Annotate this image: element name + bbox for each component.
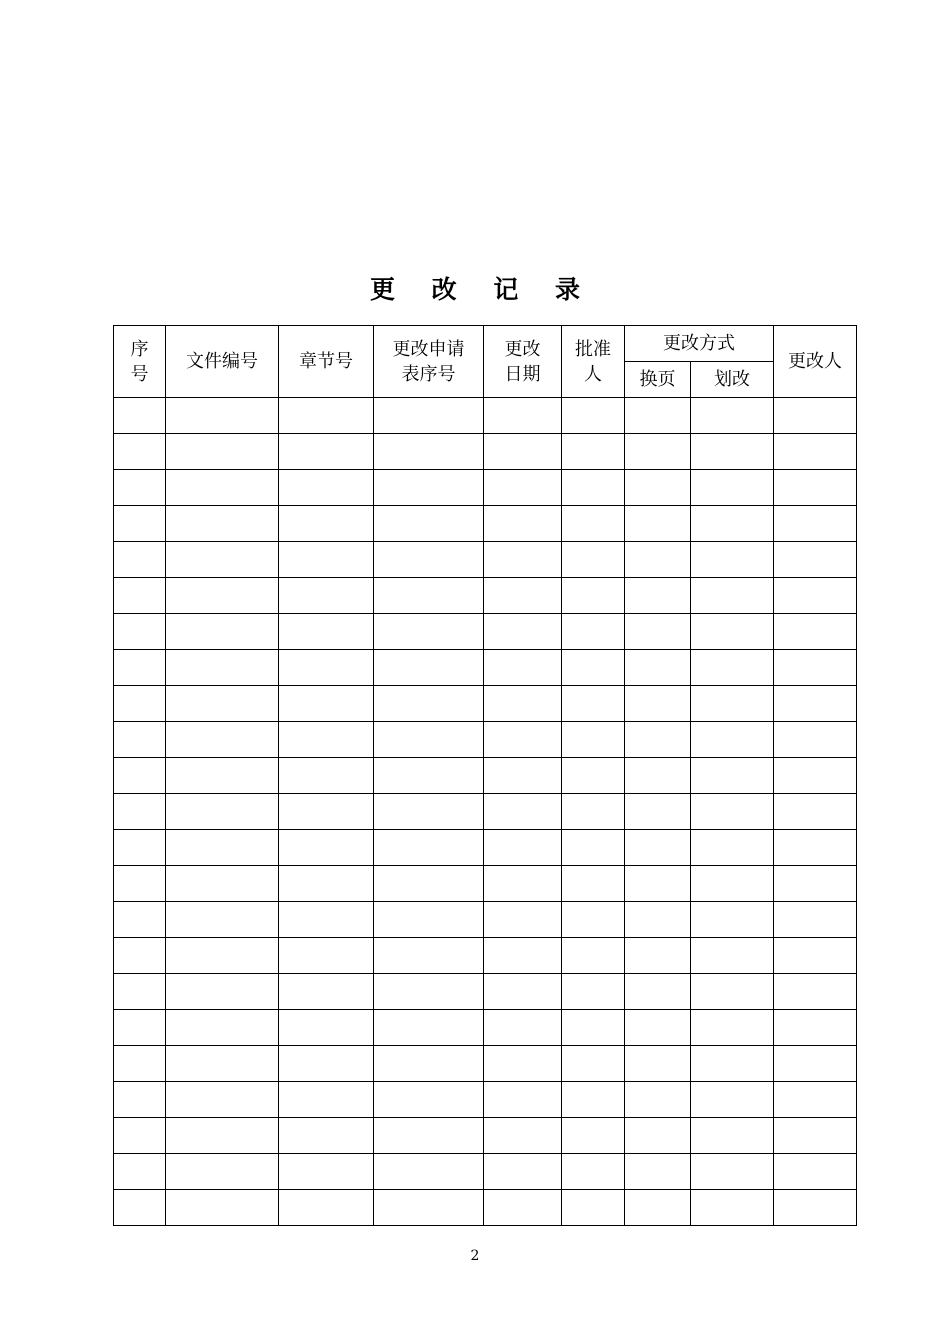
table-cell[interactable] [374, 830, 484, 866]
table-cell[interactable] [374, 542, 484, 578]
table-cell[interactable] [374, 758, 484, 794]
table-cell[interactable] [166, 866, 279, 902]
table-cell[interactable] [114, 722, 166, 758]
table-cell[interactable] [562, 614, 625, 650]
table-cell[interactable] [562, 866, 625, 902]
table-cell[interactable] [279, 758, 374, 794]
table-row [114, 830, 857, 866]
table-cell[interactable] [374, 686, 484, 722]
table-row [114, 902, 857, 938]
table-cell[interactable] [166, 974, 279, 1010]
table-cell[interactable] [114, 434, 166, 470]
table-cell[interactable] [625, 866, 691, 902]
table-cell[interactable] [562, 974, 625, 1010]
table-cell[interactable] [166, 1154, 279, 1190]
table-cell[interactable] [774, 938, 857, 974]
table-cell[interactable] [691, 1118, 774, 1154]
table-cell[interactable] [114, 578, 166, 614]
table-row [114, 866, 857, 902]
table-cell[interactable] [691, 1082, 774, 1118]
header-method-replace: 换页 [625, 362, 691, 398]
table-cell[interactable] [114, 1118, 166, 1154]
table-cell[interactable] [562, 470, 625, 506]
table-cell[interactable] [774, 794, 857, 830]
table-row [114, 722, 857, 758]
table-row [114, 686, 857, 722]
table-cell[interactable] [166, 1046, 279, 1082]
table-cell[interactable] [774, 866, 857, 902]
table-cell[interactable] [374, 506, 484, 542]
table-cell[interactable] [562, 1082, 625, 1118]
table-cell[interactable] [166, 902, 279, 938]
table-row [114, 1118, 857, 1154]
table-cell[interactable] [279, 1082, 374, 1118]
table-cell[interactable] [774, 722, 857, 758]
table-row [114, 1010, 857, 1046]
table-cell[interactable] [166, 938, 279, 974]
change-record-table [113, 325, 857, 1226]
table-cell[interactable] [774, 1190, 857, 1226]
table-cell[interactable] [374, 1046, 484, 1082]
table-cell[interactable] [691, 470, 774, 506]
table-cell[interactable] [562, 830, 625, 866]
table-cell[interactable] [484, 578, 562, 614]
table-cell[interactable] [625, 1154, 691, 1190]
table-cell[interactable] [691, 398, 774, 434]
table-cell[interactable] [484, 1190, 562, 1226]
table-cell[interactable] [625, 794, 691, 830]
table-row [114, 578, 857, 614]
table-cell[interactable] [114, 614, 166, 650]
table-cell[interactable] [774, 1118, 857, 1154]
table-cell[interactable] [562, 1118, 625, 1154]
table-cell[interactable] [114, 938, 166, 974]
table-cell[interactable] [114, 470, 166, 506]
table-cell[interactable] [625, 1046, 691, 1082]
table-cell[interactable] [114, 902, 166, 938]
table-row [114, 434, 857, 470]
table-cell[interactable] [774, 650, 857, 686]
table-cell[interactable] [691, 902, 774, 938]
table-cell[interactable] [279, 1190, 374, 1226]
table-cell[interactable] [774, 1046, 857, 1082]
table-row [114, 1046, 857, 1082]
table-cell[interactable] [774, 1010, 857, 1046]
table-cell[interactable] [774, 902, 857, 938]
table-cell[interactable] [484, 470, 562, 506]
table-cell[interactable] [774, 830, 857, 866]
table-cell[interactable] [625, 434, 691, 470]
table-cell[interactable] [691, 578, 774, 614]
header-request-no: 更改申请 表序号 [374, 326, 484, 398]
table-cell[interactable] [691, 1046, 774, 1082]
table-row [114, 398, 857, 434]
table-cell[interactable] [484, 1154, 562, 1190]
table-cell[interactable] [691, 830, 774, 866]
table-cell[interactable] [279, 1046, 374, 1082]
table-cell[interactable] [166, 1082, 279, 1118]
table-cell[interactable] [279, 1010, 374, 1046]
table-cell[interactable] [114, 1154, 166, 1190]
table-cell[interactable] [691, 614, 774, 650]
table-cell[interactable] [374, 866, 484, 902]
table-cell[interactable] [484, 758, 562, 794]
table-cell[interactable] [484, 794, 562, 830]
table-cell[interactable] [166, 398, 279, 434]
table-cell[interactable] [625, 938, 691, 974]
table-cell[interactable] [562, 902, 625, 938]
table-cell[interactable] [562, 938, 625, 974]
table-cell[interactable] [691, 1190, 774, 1226]
table-cell[interactable] [279, 794, 374, 830]
table-cell[interactable] [774, 398, 857, 434]
table-cell[interactable] [691, 722, 774, 758]
table-cell[interactable] [774, 434, 857, 470]
table-cell[interactable] [279, 542, 374, 578]
table-cell[interactable] [484, 938, 562, 974]
table-cell[interactable] [114, 758, 166, 794]
table-cell[interactable] [166, 434, 279, 470]
table-cell[interactable] [625, 686, 691, 722]
table-body [114, 398, 857, 1226]
table-cell[interactable] [774, 470, 857, 506]
table-cell[interactable] [114, 1082, 166, 1118]
table-cell[interactable] [625, 902, 691, 938]
table-cell[interactable] [484, 902, 562, 938]
table-cell[interactable] [774, 578, 857, 614]
table-cell[interactable] [774, 758, 857, 794]
table-cell[interactable] [374, 938, 484, 974]
table-cell[interactable] [374, 1154, 484, 1190]
table-cell[interactable] [562, 1190, 625, 1226]
table-cell[interactable] [374, 1010, 484, 1046]
table-cell[interactable] [562, 758, 625, 794]
table-cell[interactable] [279, 650, 374, 686]
table-cell[interactable] [114, 1190, 166, 1226]
table-cell[interactable] [562, 794, 625, 830]
table-cell[interactable] [484, 686, 562, 722]
header-method: 更改方式 [625, 326, 774, 362]
table-cell[interactable] [166, 542, 279, 578]
table-cell[interactable] [114, 686, 166, 722]
table-cell[interactable] [374, 578, 484, 614]
table-row [114, 470, 857, 506]
table-cell[interactable] [625, 614, 691, 650]
table-cell[interactable] [166, 614, 279, 650]
table-cell[interactable] [279, 1118, 374, 1154]
table-cell[interactable] [374, 1118, 484, 1154]
table-cell[interactable] [562, 1046, 625, 1082]
table-cell[interactable] [625, 758, 691, 794]
table-cell[interactable] [374, 974, 484, 1010]
table-cell[interactable] [114, 650, 166, 686]
table-cell[interactable] [625, 1082, 691, 1118]
table-cell[interactable] [562, 542, 625, 578]
table-cell[interactable] [166, 470, 279, 506]
table-cell[interactable] [774, 506, 857, 542]
table-row [114, 542, 857, 578]
table-cell[interactable] [114, 506, 166, 542]
table-cell[interactable] [484, 1082, 562, 1118]
table-cell[interactable] [625, 1190, 691, 1226]
table-cell[interactable] [562, 398, 625, 434]
table-cell[interactable] [625, 578, 691, 614]
table-cell[interactable] [374, 434, 484, 470]
table-cell[interactable] [374, 722, 484, 758]
table-cell[interactable] [484, 398, 562, 434]
table-cell[interactable] [374, 794, 484, 830]
table-cell[interactable] [625, 470, 691, 506]
table-cell[interactable] [562, 1154, 625, 1190]
table-cell[interactable] [114, 794, 166, 830]
table-cell[interactable] [279, 686, 374, 722]
table-cell[interactable] [279, 866, 374, 902]
table-cell[interactable] [625, 830, 691, 866]
table-cell[interactable] [484, 722, 562, 758]
table-cell[interactable] [562, 1010, 625, 1046]
table-cell[interactable] [691, 650, 774, 686]
table-cell[interactable] [774, 686, 857, 722]
table-cell[interactable] [484, 542, 562, 578]
table-cell[interactable] [374, 1190, 484, 1226]
table-cell[interactable] [625, 1118, 691, 1154]
table-cell[interactable] [484, 434, 562, 470]
table-cell[interactable] [691, 758, 774, 794]
header-modifier: 更改人 [774, 326, 857, 398]
table-cell[interactable] [166, 650, 279, 686]
table-cell[interactable] [691, 1154, 774, 1190]
table-cell[interactable] [279, 614, 374, 650]
table-cell[interactable] [166, 1190, 279, 1226]
table-cell[interactable] [374, 650, 484, 686]
table-cell[interactable] [484, 506, 562, 542]
table-cell[interactable] [279, 506, 374, 542]
table-cell[interactable] [114, 866, 166, 902]
table-cell[interactable] [484, 830, 562, 866]
table-cell[interactable] [691, 542, 774, 578]
table-cell[interactable] [279, 398, 374, 434]
table-row [114, 506, 857, 542]
table-cell[interactable] [114, 830, 166, 866]
table-cell[interactable] [774, 974, 857, 1010]
table-cell[interactable] [374, 614, 484, 650]
table-cell[interactable] [279, 1154, 374, 1190]
table-cell[interactable] [484, 1046, 562, 1082]
header-approver: 批准 人 [562, 326, 625, 398]
table-cell[interactable] [166, 830, 279, 866]
table-cell[interactable] [374, 902, 484, 938]
table-cell[interactable] [166, 794, 279, 830]
table-cell[interactable] [114, 542, 166, 578]
table-cell[interactable] [562, 650, 625, 686]
table-cell[interactable] [279, 434, 374, 470]
table-cell[interactable] [625, 1010, 691, 1046]
table-cell[interactable] [774, 1154, 857, 1190]
table-cell[interactable] [691, 794, 774, 830]
header-method-strike: 划改 [691, 362, 774, 398]
page-title: 更 改 记 录 [369, 275, 595, 304]
table-cell[interactable] [279, 902, 374, 938]
table-cell[interactable] [166, 506, 279, 542]
table-cell[interactable] [279, 830, 374, 866]
table-cell[interactable] [691, 974, 774, 1010]
table-cell[interactable] [166, 758, 279, 794]
table-cell[interactable] [562, 578, 625, 614]
table-cell[interactable] [774, 542, 857, 578]
table-cell[interactable] [625, 542, 691, 578]
table-cell[interactable] [562, 722, 625, 758]
table-cell[interactable] [562, 506, 625, 542]
page-number: 2 [470, 1248, 480, 1264]
table-cell[interactable] [691, 1010, 774, 1046]
header-seq: 序 号 [114, 326, 166, 398]
table-cell[interactable] [114, 1046, 166, 1082]
table-cell[interactable] [279, 578, 374, 614]
table-cell[interactable] [166, 1010, 279, 1046]
table-cell[interactable] [279, 722, 374, 758]
header-chapter: 章节号 [279, 326, 374, 398]
table-cell[interactable] [166, 1118, 279, 1154]
table-cell[interactable] [484, 1118, 562, 1154]
table-row [114, 1154, 857, 1190]
table-cell[interactable] [484, 614, 562, 650]
table-cell[interactable] [691, 506, 774, 542]
header-change-date: 更改 日期 [484, 326, 562, 398]
table-cell[interactable] [691, 434, 774, 470]
table-cell[interactable] [114, 974, 166, 1010]
table-cell[interactable] [774, 1082, 857, 1118]
table-cell[interactable] [484, 974, 562, 1010]
table-cell[interactable] [166, 722, 279, 758]
table-cell[interactable] [691, 866, 774, 902]
table-cell[interactable] [691, 686, 774, 722]
table-row [114, 1082, 857, 1118]
table-cell[interactable] [484, 1010, 562, 1046]
table-cell[interactable] [374, 398, 484, 434]
table-cell[interactable] [114, 398, 166, 434]
table-cell[interactable] [279, 470, 374, 506]
table-cell[interactable] [166, 686, 279, 722]
table-row [114, 614, 857, 650]
table-cell[interactable] [625, 506, 691, 542]
table-cell[interactable] [691, 938, 774, 974]
table-cell[interactable] [625, 650, 691, 686]
table-cell[interactable] [279, 938, 374, 974]
table-row [114, 794, 857, 830]
table-row [114, 974, 857, 1010]
table-cell[interactable] [625, 974, 691, 1010]
header-doc-no: 文件编号 [166, 326, 279, 398]
table-cell[interactable] [279, 974, 374, 1010]
table-cell[interactable] [484, 866, 562, 902]
table-cell[interactable] [625, 398, 691, 434]
table-row [114, 758, 857, 794]
table-cell[interactable] [484, 650, 562, 686]
table-cell[interactable] [166, 578, 279, 614]
table-cell[interactable] [374, 1082, 484, 1118]
table-row [114, 938, 857, 974]
table-row [114, 650, 857, 686]
table-cell[interactable] [625, 722, 691, 758]
table-row [114, 1190, 857, 1226]
table-cell[interactable] [374, 470, 484, 506]
table-cell[interactable] [562, 686, 625, 722]
table-cell[interactable] [774, 614, 857, 650]
table-cell[interactable] [114, 1010, 166, 1046]
table-cell[interactable] [562, 434, 625, 470]
